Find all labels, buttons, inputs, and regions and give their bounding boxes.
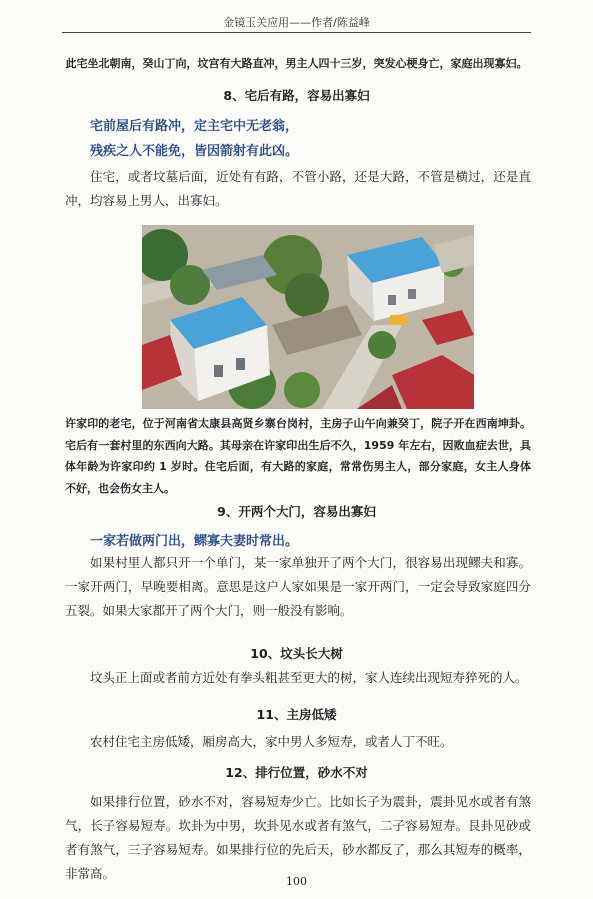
section-9-body: 如果村里人都只开一个单门，某一家单独开了两个大门，很容易出现鳏夫和寡。一家开两门，早晚要相离。意思是这户人家如果是一家开两门，一定会导致家庭四分五裂。如果大家都开了两个大门，则一般没有影响。 <box>65 555 531 618</box>
section-11-title: 11、主房低矮 <box>256 707 337 722</box>
section-8-verse-1: 宅前屋后有路冲，定主宅中无老翁， <box>90 119 299 134</box>
section-11-body: 农村住宅主房低矮，厢房高大，家中男人多短寿，或者人丁不旺。 <box>90 734 453 749</box>
section-9-title: 9、开两个大门，容易出寡妇 <box>217 504 376 519</box>
aerial-village-photo <box>142 225 474 409</box>
section-9-verse: 一家若做两门出，鳏寡夫妻时常出。 <box>90 534 299 549</box>
page-number: 100 <box>286 875 307 888</box>
header-rule <box>62 32 531 33</box>
running-header: 金镜玉关应用——作者/陈益峰 <box>223 16 370 29</box>
intro-line: 此宅坐北朝南，癸山丁向，坟宫有大路直冲，男主人四十三岁，突发心梗身亡，家庭出现寡妇。 <box>65 57 528 70</box>
section-8-verse-2: 残疾之人不能免，皆因箭射有此凶。 <box>90 144 299 159</box>
section-10-body: 坟头正上面或者前方近处有拳头粗甚至更大的树，家人连续出现短寿猝死的人。 <box>90 670 528 685</box>
section-8-title: 8、宅后有路，容易出寡妇 <box>223 88 370 103</box>
section-10-title: 10、坟头长大树 <box>250 646 343 661</box>
section-12-title: 12、排行位置，砂水不对 <box>225 765 368 780</box>
section-8-body: 住宅，或者坟墓后面，近处有有路，不管小路，还是大路，不管是横过，还是直冲，均容易上男人，出寡妇。 <box>65 169 531 208</box>
section-12-body: 如果排行位置，砂水不对，容易短寿少亡。比如长子为震卦，震卦见水或者有煞气，长子容易短寿。坎卦为中男，坎卦见水或者有煞气，二子容易短寿。艮卦见砂或者有煞气，三子容易短寿。如果排行位的先后天，砂水都反了，那么其短寿的概率，非常高。 <box>65 794 531 881</box>
photo-caption: 许家印的老宅，位于河南省太康县高贤乡寨台岗村，主房子山午向兼癸丁，院子开在西南坤卦。宅后有一套村里的东西向大路。其母亲在许家印出生后不久，1959 年左右，因败血症去世，具体年龄为许家印约 1 岁时。住宅后面，有大路的家庭，常常伤男主人，部分家庭，女主人身体不好，也会伤女主人。 <box>65 417 531 495</box>
